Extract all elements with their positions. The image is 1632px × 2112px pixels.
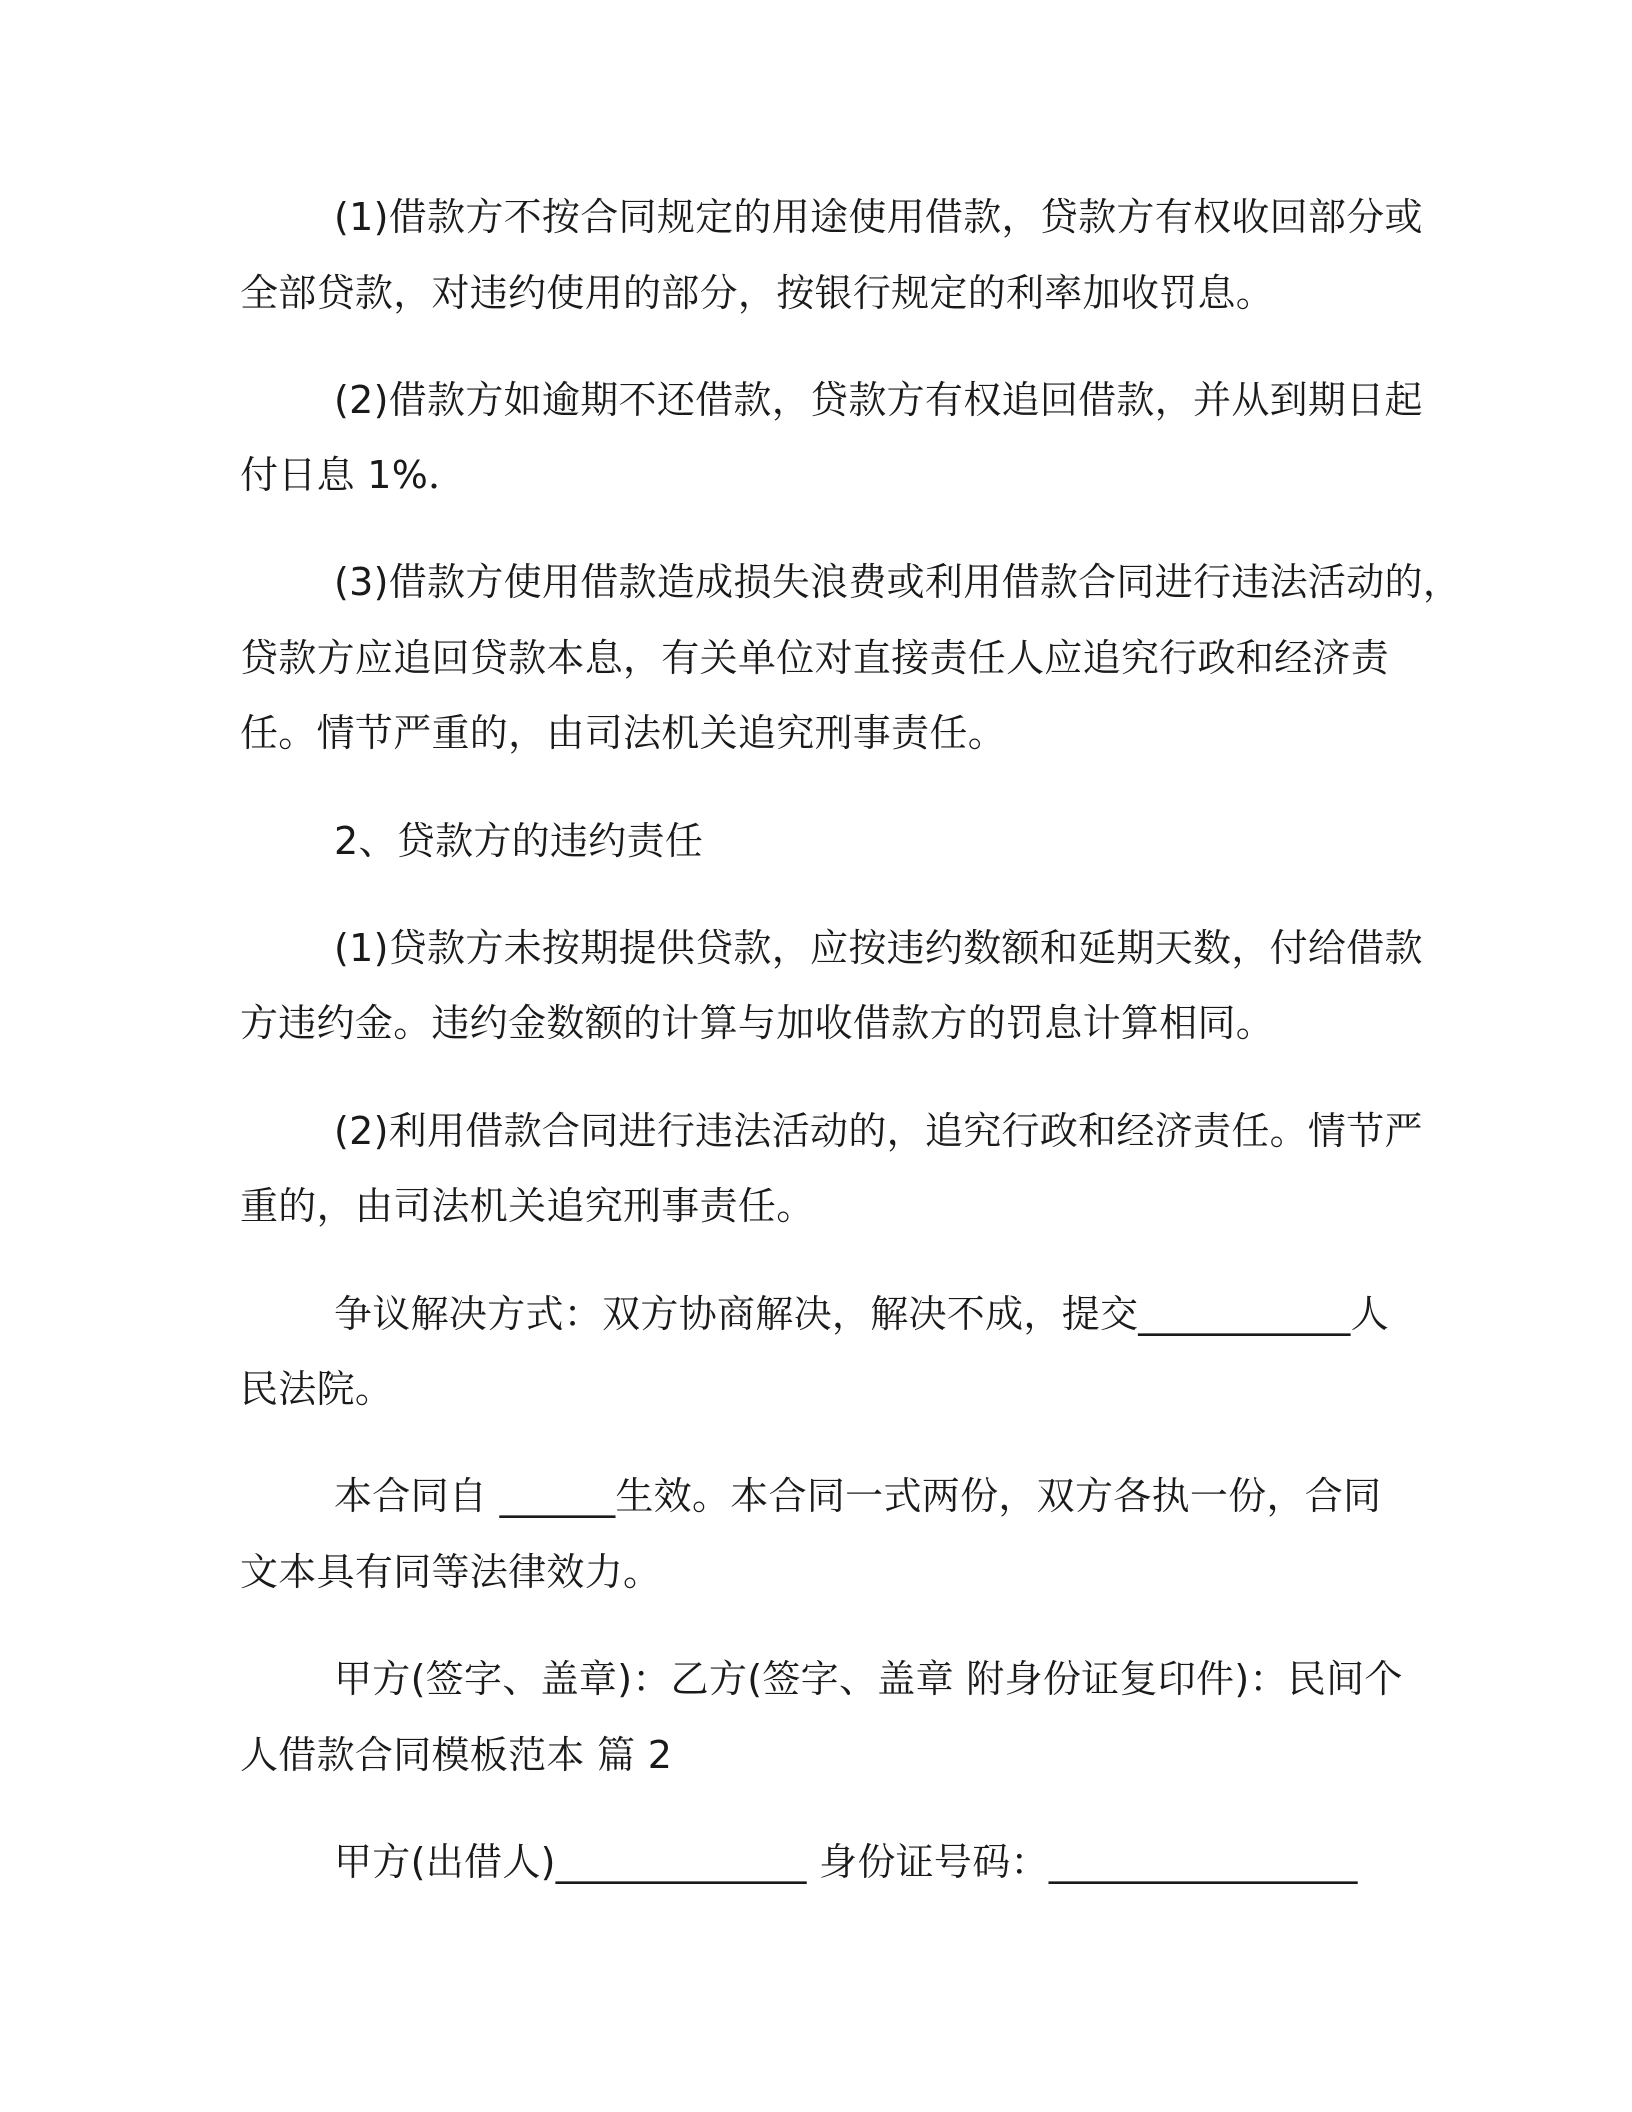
paragraph-line: (1)借款方不按合同规定的用途使用借款，贷款方有权收回部分或: [334, 195, 1423, 239]
paragraph-line: (3)借款方使用借款造成损失浪费或利用借款合同进行违法活动的，: [334, 560, 1462, 604]
paragraph-line: 任。情节严重的，由司法机关追究刑事责任。: [240, 711, 1007, 755]
paragraph-line: 争议解决方式：双方协商解决，解决不成，提交___________人: [334, 1292, 1389, 1336]
paragraph-line: 全部贷款，对违约使用的部分，按银行规定的利率加收罚息。: [240, 271, 1275, 315]
paragraph-line: (2)利用借款合同进行违法活动的，追究行政和经济责任。情节严: [334, 1109, 1423, 1153]
section-heading: 2、贷款方的违约责任: [334, 819, 704, 863]
paragraph-line: 付日息 1%．: [240, 453, 467, 497]
paragraph-line: 甲方(出借人)_____________ 身份证号码：________________: [334, 1840, 1358, 1884]
paragraph-line: 本合同自 ______生效。本合同一式两份，双方各执一份，合同: [334, 1474, 1382, 1518]
paragraph-line: (2)借款方如逾期不还借款，贷款方有权追回借款，并从到期日起: [334, 378, 1423, 422]
paragraph-line: 民法院。: [240, 1367, 394, 1411]
paragraph-line: (1)贷款方未按期提供贷款，应按违约数额和延期天数，付给借款: [334, 926, 1423, 970]
paragraph-line: 甲方(签字、盖章)：乙方(签字、盖章 附身份证复印件)：民间个: [334, 1657, 1403, 1701]
paragraph-line: 人借款合同模板范本 篇 2: [240, 1733, 673, 1777]
paragraph-line: 方违约金。违约金数额的计算与加收借款方的罚息计算相同。: [240, 1001, 1275, 1045]
paragraph-line: 文本具有同等法律效力。: [240, 1550, 662, 1594]
paragraph-line: 重的，由司法机关追究刑事责任。: [240, 1184, 815, 1228]
paragraph-line: 贷款方应追回贷款本息，有关单位对直接责任人应追究行政和经济责: [240, 636, 1390, 680]
